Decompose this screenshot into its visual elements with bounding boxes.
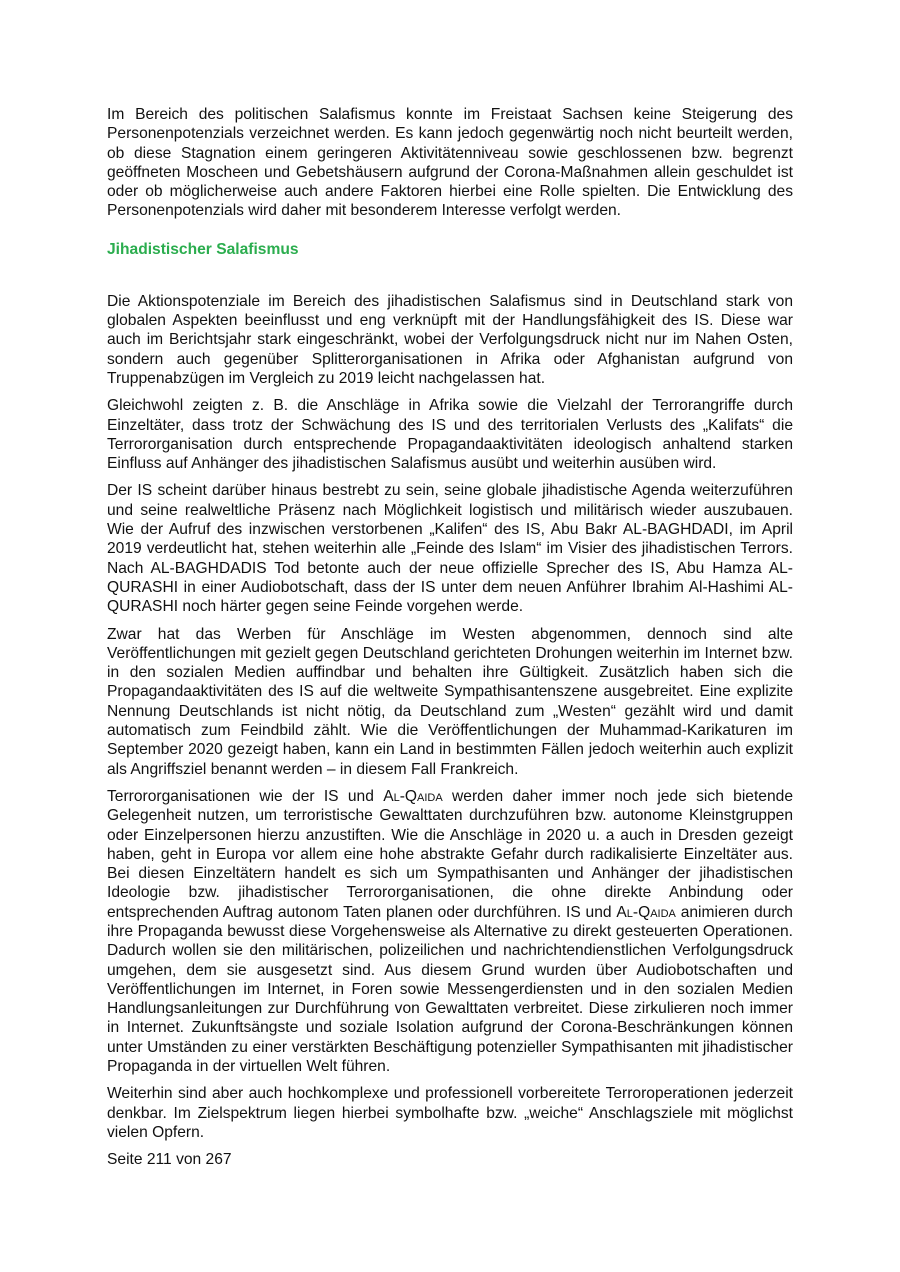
- section-heading: Jihadistischer Salafismus: [107, 240, 299, 258]
- paragraph-5: [107, 787, 793, 1076]
- paragraph-3: Der IS scheint darüber hinaus bestrebt zu sein, seine globale jihadistische Agenda weiterzuführen und seine realweltliche Präsenz nach Möglichkeit logistisch und militärisch wieder auszubauen. Wie der Aufruf des inzwischen verstorbenen „Kalifen“ des IS, Abu Bakr AL-BAGHDADI, im April 2019 verdeutlicht hat, stehen weiterhin alle „Feinde des Islam“ im Visier des jihadistischen Terrors. Nach AL-BAGHDADIS Tod betonte auch der neue offizielle Sprecher des IS, Abu Hamza AL- QURASHI in einer Audiobotschaft, dass der IS unter dem neuen Anführer Ibrahim Al-Hashimi AL-QURASHI noch härter gegen seine Feinde vorgehen werde.: [107, 482, 793, 616]
- paragraph-5-text-1: Terrororganisationen wie der IS und: [107, 787, 384, 805]
- paragraph-6: Weiterhin sind aber auch hochkomplexe und professionell vorbereitete Terroroperationen jederzeit denkbar. Im Zielspektrum liegen hierbei symbolhafte bzw. „weiche“ Anschlagsziele mit möglichst vielen Opfern.: [107, 1085, 793, 1141]
- al-qaida-name: Al-Qaida: [383, 787, 443, 805]
- paragraph-5-text-2: werden daher immer noch jede sich bietende Gelegenheit nutzen, um terroristische Gewalttaten durchzuführen bzw. autonome Kleinstgruppen oder Einzelpersonen hierzu anzustiften. Wie die Anschläge in 2020 u. a auch in Dresden gezeigt haben, geht in Europa vor allem eine hohe abstrakte Gefahr durch radikalisierte Einzeltäter aus. Bei diesen Einzeltätern handelt es sich um Sympathisanten und Anhänger der jihadistischen Ideologie bzw. jihadistischer Terrororganisationen, die ohne direkte Anbindung oder entsprechenden Auftrag autonom Taten planen oder durchführen. IS und: [107, 787, 793, 921]
- paragraph-4: Zwar hat das Werben für Anschläge im Westen abgenommen, dennoch sind alte Veröffentlichungen mit gezielt gegen Deutschland gerichteten Drohungen weiterhin im Internet bzw. in den sozialen Medien auffindbar und behalten ihre Gültigkeit. Zusätzlich haben sich die Propagandaaktivitäten des IS auf die weltweite Sympathisantenszene ausgebreitet. Eine explizite Nennung Deutschlands ist nicht nötig, da Deutschland zum „Westen“ gezählt wird und damit automatisch zum Feindbild zählt. Wie die Veröffentlichungen der Muhammad-Karikaturen im September 2020 gezeigt haben, kann ein Land in bestimmten Fällen jedoch weiterhin auch explizit als Angriffsziel benannt werden – in diesem Fall Frankreich.: [107, 625, 793, 778]
- document-page: [107, 105, 793, 1170]
- page-number: Seite 211 von 267: [107, 1151, 232, 1169]
- paragraph-5-text-3: animieren durch ihre Propaganda bewusst diese Vorgehensweise als Alternative zu direkt gesteuerten Operationen. Dadurch wollen sie den militärischen, polizeilichen und nachrichtendienstlichen Verfolgungsdruck umgehen, dem sie ausgesetzt sind. Aus diesem Grund wurden über Audiobotschaften und Veröffentlichungen im Internet, in Foren sowie Messengerdiensten und in den sozialen Medien Handlungsanleitungen zur Durchführung von Gewalttaten verbreitet. Diese zirkulieren noch immer in Internet. Zukunftsängste und soziale Isolation aufgrund der Corona-Beschränkungen können unter Umständen zu einer verstärkten Beschäftigung potenzieller Sympathisanten mit jihadistischer Propaganda in der virtuellen Welt führen.: [107, 903, 793, 1076]
- paragraph-1: Die Aktionspotenziale im Bereich des jihadistischen Salafismus sind in Deutschland stark von globalen Aspekten beeinflusst und eng verknüpft mit der Handlungsfähigkeit des IS. Diese war auch im Berichtsjahr stark eingeschränkt, wobei der Verfolgungsdruck nicht nur im Nahen Osten, sondern auch gegenüber Splitterorganisationen in Afrika oder Afghanistan aufgrund von Truppenabzügen im Vergleich zu 2019 leicht nachgelassen hat.: [107, 292, 793, 387]
- al-qaida-name: Al-Qaida: [616, 903, 676, 921]
- intro-paragraph: Im Bereich des politischen Salafismus konnte im Freistaat Sachsen keine Steigerung des Personenpotenzials verzeichnet werden. Es kann jedoch gegenwärtig noch nicht beurteilt werden, ob diese Stagnation einem geringeren Aktivitätenniveau sowie geschlossenen bzw. begrenzt geöffneten Moscheen und Gebetshäusern aufgrund der Corona-Maßnahmen allein geschuldet ist oder ob möglicherweise auch andere Faktoren hierbei eine Rolle spielten. Die Entwicklung des Personenpotenzials wird daher mit besonderem Interesse verfolgt werden.: [107, 106, 793, 220]
- paragraph-2: Gleichwohl zeigten z. B. die Anschläge in Afrika sowie die Vielzahl der Terrorangriffe durch Einzeltäter, dass trotz der Schwächung des IS und des territorialen Verlusts des „Kalifats“ die Terrororganisation durch entsprechende Propagandaaktivitäten ideologisch anhaltend starken Einfluss auf Anhänger des jihadistischen Salafismus ausübt und weiterhin ausüben wird.: [107, 397, 793, 473]
